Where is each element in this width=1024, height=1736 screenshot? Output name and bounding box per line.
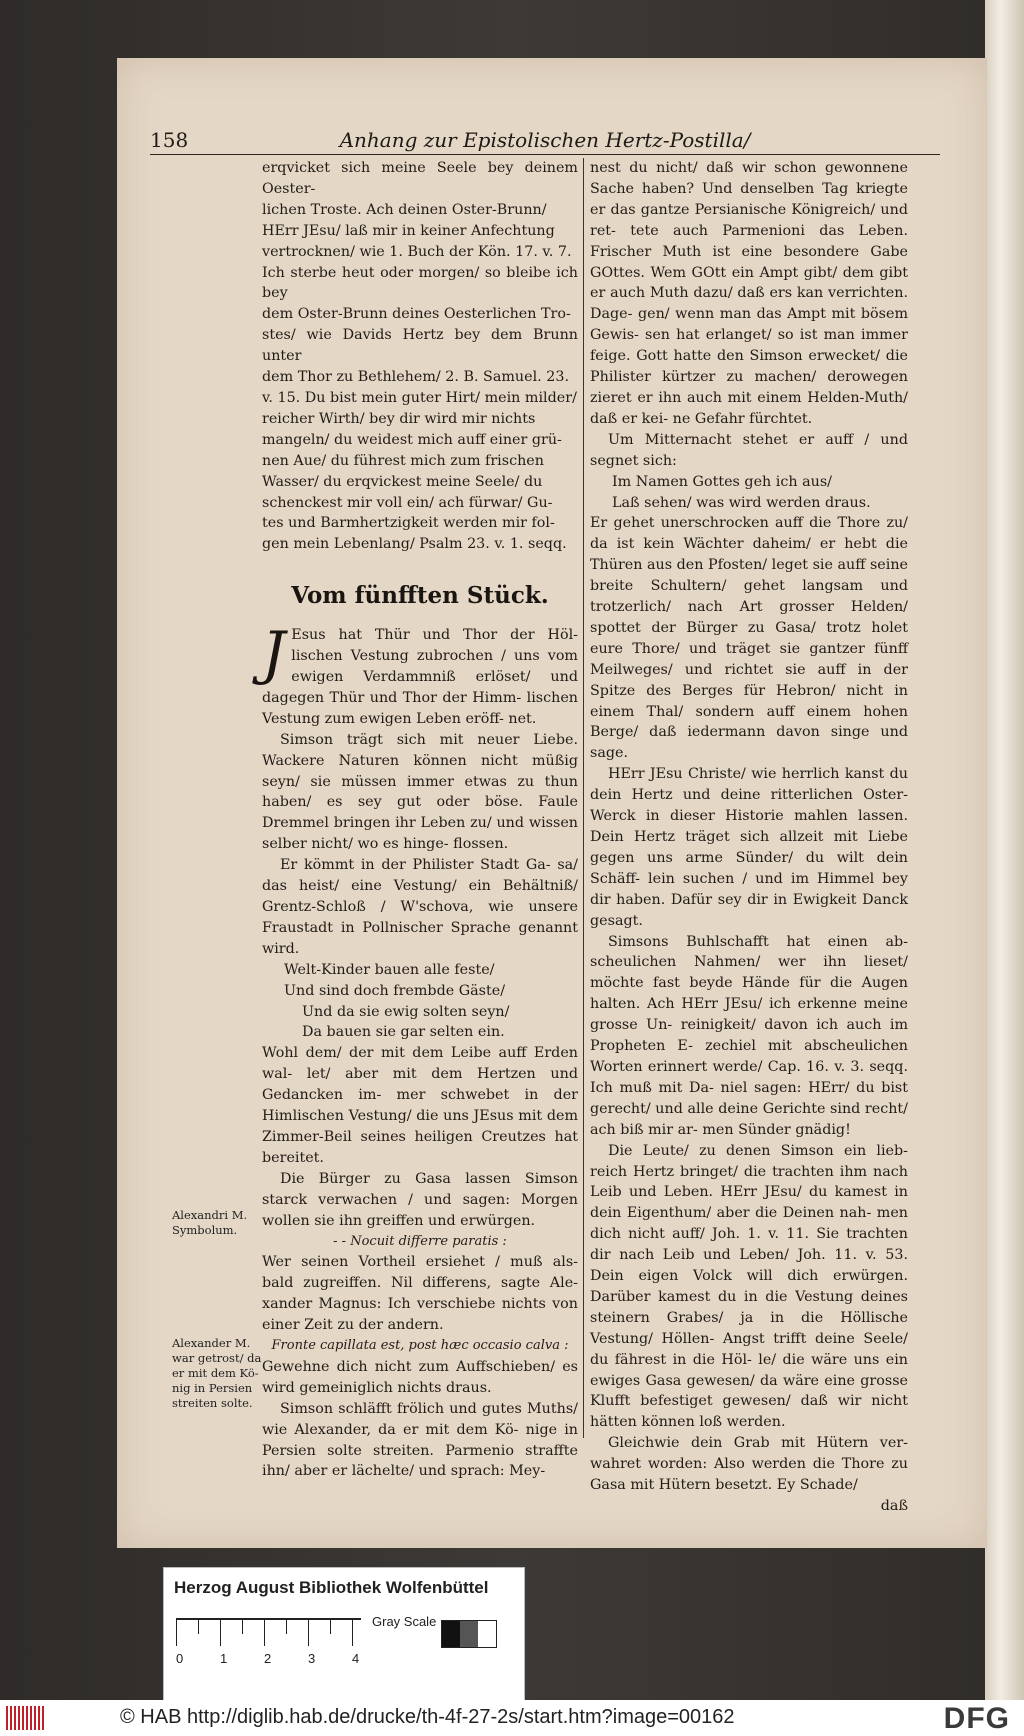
library-name: Herzog August Bibliothek Wolfenbüttel	[174, 1578, 489, 1597]
line-1: lichen Troste. Ach deinen Oster-Brunn/	[262, 201, 547, 218]
marginal-note-alexander: Alexander M. war getrost/ da er mit dem Kö- nig in Persien streiten solte.	[172, 1336, 262, 1410]
paragraph-gasa: Er kömmt in der Philister Stadt Ga- sa/ das heist/ eine Vestung/ ein Behältniß/ Grentz-Schloß / W'schova, wie unsere Fraustadt in Pollnischer Sprache genannt wird.	[262, 857, 578, 957]
line-11: nen Aue/ du führest mich zum frischen	[262, 452, 544, 469]
paragraph-mitternacht: Um Mitternacht stehet er auff / und segnet sich:	[590, 431, 908, 469]
gray-scale-label: Gray Scale	[372, 1614, 437, 1629]
line-12: Wasser/ du erqvickest meine Seele/ du	[262, 473, 543, 490]
paragraph-buhlschafft: Simsons Buhlschafft hat einen ab- scheulichen Nahmen/ wer ihn lieset/ möchte fast beyde Hände für die Augen halten. Ach HErr JEsu/ ich erkenne meine grosse Un- reinigkeit/ davon ich auch im Propheten E- zechiel mit abscheulichen Worten erinnert werde/ Cap. 16. v. 3. seqq. Ich muß mit Da- niel sagen: HErr/ du bist gerecht/ und alle deine Gerichte sind recht/ ach biß mir ar- men Sünder gnädig!	[590, 933, 908, 1138]
line-6: stes/ wie Davids Hertz bey dem Brunn unter	[262, 327, 578, 365]
paragraph-herr-jesu: HErr JEsu Christe/ wie herrlich kanst du dein Hertz und deine ritterlichen Oster- Werck in dieser Historie mahlen lassen. Dein Hertz träget sich allzeit mit Liebe gegen uns arme Sünder/ du wilt dein Schäff- lein suchen / und im Himmel bey dir haben. Dafür sey dir in Ewigkeit Danck gesagt.	[590, 766, 908, 929]
paragraph-buerger: Die Bürger zu Gasa lassen Simson starck verwachen / und sagen: Morgen wollen sie ihn greiffen und erwürgen.	[262, 1170, 578, 1229]
running-title: Anhang zur Epistolischen Hertz-Postilla/	[339, 128, 751, 152]
line-9: reicher Wirth/ bey dir wird mir nichts	[262, 410, 536, 427]
footer-bar	[0, 1700, 1024, 1736]
dropcap: J	[262, 619, 286, 688]
latin-quote-2: Fronte capillata est, post hæc occasio calva :	[271, 1338, 569, 1354]
line-4: Ich sterbe heut oder morgen/ so bleibe ich bey	[262, 264, 578, 302]
line-7: dem Thor zu Bethlehem/ 2. B. Samuel. 23.	[262, 369, 569, 386]
catchword: daß	[880, 1498, 908, 1514]
intro-text: Esus hat Thür und Thor der Höl- lischen Vestung zubrochen / uns vom ewigen Verdammniß erlöset/ und dagegen Thür und Thor der Himm- lischen Vestung zum ewigen Leben eröff- net.	[262, 627, 578, 727]
verse-line-0: Welt-Kinder bauen alle feste/	[284, 961, 495, 978]
column-divider	[583, 158, 584, 1438]
ruler-number-2: 2	[264, 1651, 272, 1666]
line-5: dem Oster-Brunn deines Oesterlichen Tro-	[262, 306, 571, 323]
scale-ruler	[176, 1618, 361, 1650]
intro-paragraph	[262, 619, 578, 730]
latin-quote-1: - - Nocuit differre paratis :	[333, 1233, 507, 1249]
paragraph-vortheil: Wer seinen Vortheil ersiehet / muß als- bald zugreiffen. Nil differens, sagte Ale- xander Magnus: Ich verschiebe nichts von einer Zeit zu der andern.	[262, 1254, 578, 1334]
line-13: schenckest mir voll ein/ ach fürwar/ Gu-	[262, 494, 553, 511]
line-3: vertrocknen/ wie 1. Buch der Kön. 17. v. 7.	[262, 243, 572, 260]
library-color-target	[163, 1567, 525, 1701]
ruler-number-0: 0	[176, 1651, 184, 1666]
line-2: HErr JEsu/ laß mir in keiner Anfechtung	[262, 222, 555, 239]
gray-scale-swatches	[441, 1620, 497, 1648]
paragraph-wohl-dem: Wohl dem/ der mit dem Leibe auff Erden wal- let/ aber mit dem Hertzen und Gedancken im- mer schwebet in der Himlischen Vestung/ die uns JEsus mit dem Zimmer-Beil seines heiligen Creutzes hat bereitet.	[262, 1045, 578, 1166]
hab-logo-icon	[6, 1706, 44, 1730]
paragraph-gewehne: Gewehne dich nicht zum Auffschieben/ es wird gemeiniglich nichts draus.	[262, 1358, 578, 1396]
verse-right-1: Laß sehen/ was wird werden draus.	[612, 494, 871, 511]
left-column	[262, 158, 578, 1482]
paragraph-grab: Gleichwie dein Grab mit Hütern ver- wahret worden: Also werden die Thore zu Gasa mit Hütern besetzt. Ey Schade/	[590, 1435, 908, 1494]
running-head	[150, 128, 940, 155]
line-0: erqvicket sich meine Seele bey deinem Oester-	[262, 160, 578, 197]
line-14: tes und Barmhertzigkeit werden mir fol-	[262, 515, 555, 532]
marginal-note-symbolum: Alexandri M. Symbolum.	[172, 1208, 248, 1237]
paragraph-leute: Die Leute/ zu denen Simson ein lieb- reich Hertz bringet/ die trachten ihm nach Leib und Leben. HErr JEsu/ du kamest in dein Eigenthum/ aber die Deinen nah- men dich nicht auff/ Joh. 1. v. 11. Sie trachten dir nach Leib und Leben/ Joh. 11. v. 53. Dein eigen Volck will dich erwürgen. Darüber kamest du in die Vestung deines steinern Grabes/ ja in die Höllische Vestung/ Höllen- Angst trifft deine Seele/ du fährest in die Höl- le/ die wäre uns ein ewiges Gasa gewesen/ da wäre eine grosse Klufft befestiget gewesen/ daß wir nicht hätten können loß werden.	[590, 1142, 908, 1431]
verse-right-0: Im Namen Gottes geh ich aus/	[612, 473, 832, 490]
book-spine-edge	[985, 0, 1024, 1700]
verse-line-1: Und sind doch frembde Gäste/	[284, 982, 506, 999]
verse-line-3: Da bauen sie gar selten ein.	[302, 1024, 505, 1041]
line-10: mangeln/ du weidest mich auff einer grü-	[262, 431, 562, 448]
verse-line-2: Und da sie ewig solten seyn/	[302, 1003, 510, 1020]
ruler-number-3: 3	[308, 1651, 316, 1666]
paragraph-thore: Er gehet unerschrocken auff die Thore zu/ da ist kein Wächter daheim/ er hebt die Thüren aus den Pfosten/ leget sie auff seine breite Schultern/ gehet langsam und trotzerlich/ nach Art grosser Helden/ spottet der Bürger zu Gasa/ trotz holet eure Thore/ und träget sie gantzer fünff Meilweges/ und richtet sie auff in der Spitze des Berges für Hebron/ nicht in einem Thal/ sondern auff einem hohen Berge/ daß iedermann davon singe und sage.	[590, 515, 908, 762]
copyright-url[interactable]: © HAB http://diglib.hab.de/drucke/th-4f-27-2s/start.htm?image=00162	[120, 1706, 735, 1728]
paragraph-simson-schlaefft: Simson schläfft frölich und gutes Muths/ wie Alexander, da er mit dem Kö- nige in Persien solte streiten. Parmenio straffte ihn/ aber er lächelte/ und sprach: Mey-	[262, 1400, 578, 1480]
dfg-logo: DFG	[943, 1702, 1010, 1735]
ruler-number-1: 1	[220, 1651, 228, 1666]
right-column	[590, 158, 908, 1517]
page-number: 158	[150, 128, 189, 152]
line-15: gen mein Lebenlang/ Psalm 23. v. 1. seqq.	[262, 536, 567, 553]
ruler-number-4: 4	[352, 1651, 360, 1666]
paragraph-simson-love: Simson trägt sich mit neuer Liebe. Wackere Naturen können nicht müßig seyn/ sie müssen immer etwas zu thun haben/ es sey gut oder böse. Faule Dremmel bringen ihr Leben zu/ und wissen selber nicht/ wo es hinge- flossen.	[262, 731, 578, 853]
paragraph-parmenio: nest du nicht/ daß wir schon gewonnene Sache haben? Und denselben Tag kriegte er das gantze Persianische Königreich/ und ret- tete auch Parmenioni das Leben. Frischer Muth ist eine besondere Gabe GOttes. Wem GOtt ein Ampt gibt/ dem gibt er auch Muth dazu/ daß ers kan verrichten. Dage- gen/ wenn man das Ampt mit bösem Gewis- sen hat erlanget/ so ist man immer feige. Gott hatte den Simson erwecket/ die Philister kürtzer zu machen/ derowegen zieret er ihn auch mit einem Helden-Muth/ daß er kei- ne Gefahr fürchtet.	[590, 160, 908, 427]
line-8: v. 15. Du bist mein guter Hirt/ mein milder/	[262, 389, 577, 406]
section-heading: Vom fünfften Stück.	[291, 582, 549, 610]
